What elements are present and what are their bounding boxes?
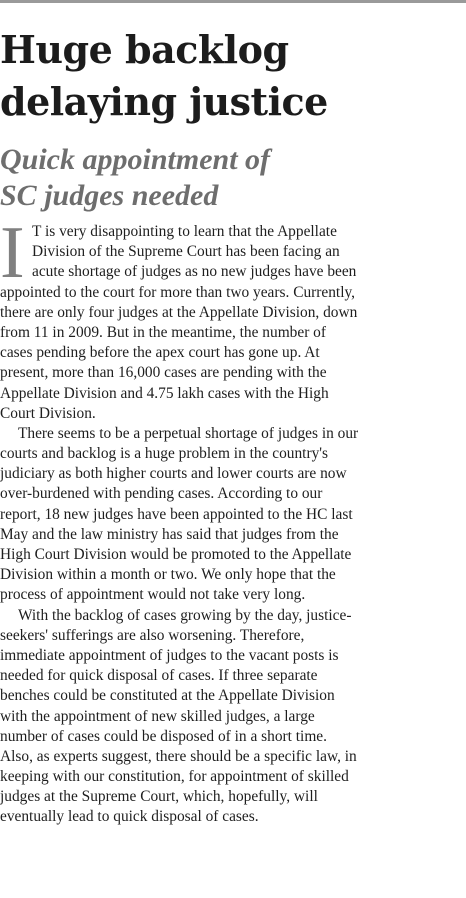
text-line: process of appointment would not take very long. bbox=[0, 586, 306, 604]
text-line: courts and backlog is a huge problem in the country's bbox=[0, 445, 329, 463]
text-line: there are only four judges at the Appellate Division, down bbox=[0, 303, 358, 321]
text-line: Division within a month or two. We only hope that the bbox=[0, 566, 336, 584]
headline bbox=[0, 24, 462, 128]
text-line: needed for quick disposal of cases. If three separate bbox=[0, 667, 318, 685]
text-line: present, more than 16,000 cases are pending with the bbox=[0, 364, 327, 382]
text-line: eventually lead to quick disposal of cases. bbox=[0, 808, 259, 826]
text-line: With the backlog of cases growing by the day, justice- bbox=[18, 606, 352, 624]
text-line: with the appointment of new skilled judges, a large bbox=[0, 707, 315, 725]
text-line: appointed to the court for more than two years. Currently, bbox=[0, 283, 356, 301]
text-line: immediate appointment of judges to the vacant posts is bbox=[0, 646, 339, 664]
text-line: from 11 in 2009. But in the meantime, the number of bbox=[0, 323, 326, 341]
text-line: judiciary as both higher courts and lower courts are now bbox=[0, 465, 347, 483]
text-line: Court Division. bbox=[0, 404, 96, 422]
text-line: Appellate Division and 4.75 lakh cases with the High bbox=[0, 384, 329, 402]
text-line: Division of the Supreme Court has been facing an bbox=[32, 243, 340, 261]
text-line: number of cases could be disposed of in a short time. bbox=[0, 727, 327, 745]
text-line: over-burdened with pending cases. According to our bbox=[0, 485, 323, 503]
text-line: keeping with our constitution, for appointment of skilled bbox=[0, 768, 349, 786]
text-line: cases pending before the apex court has gone up. At bbox=[0, 344, 320, 362]
subheadline-line-2: SC judges needed bbox=[0, 179, 219, 212]
subheadline-line-1: Quick appointment of bbox=[0, 143, 271, 176]
text-line: acute shortage of judges as no new judges have been bbox=[32, 263, 357, 281]
headline-line-1: Huge backlog bbox=[0, 27, 289, 72]
text-line: T is very disappointing to learn that the Appellate bbox=[32, 223, 337, 240]
text-line: judges at the Supreme Court, which, hopefully, will bbox=[0, 788, 318, 806]
text-line: benches could be constituted at the Appellate Division bbox=[0, 687, 335, 705]
paragraph-2 bbox=[0, 424, 458, 606]
headline-line-2: delaying justice bbox=[0, 79, 328, 124]
text-line: seekers' sufferings are also worsening. Therefore, bbox=[0, 626, 305, 644]
paragraph-1 bbox=[0, 212, 458, 424]
subheadline bbox=[0, 142, 462, 214]
text-line: High Court Division would be promoted to the Appellate bbox=[0, 546, 352, 563]
text-line: report, 18 new judges have been appointed to the HC last bbox=[0, 505, 353, 523]
text-line: There seems to be a perpetual shortage of judges in our bbox=[18, 424, 359, 442]
text-line: Also, as experts suggest, there should be a specific law, in bbox=[0, 747, 357, 765]
paragraph-3 bbox=[0, 606, 458, 828]
top-rule bbox=[0, 0, 466, 3]
article-body bbox=[0, 212, 458, 828]
text-line: May and the law ministry has said that judges from the bbox=[0, 525, 339, 543]
drop-cap: I bbox=[0, 212, 25, 294]
